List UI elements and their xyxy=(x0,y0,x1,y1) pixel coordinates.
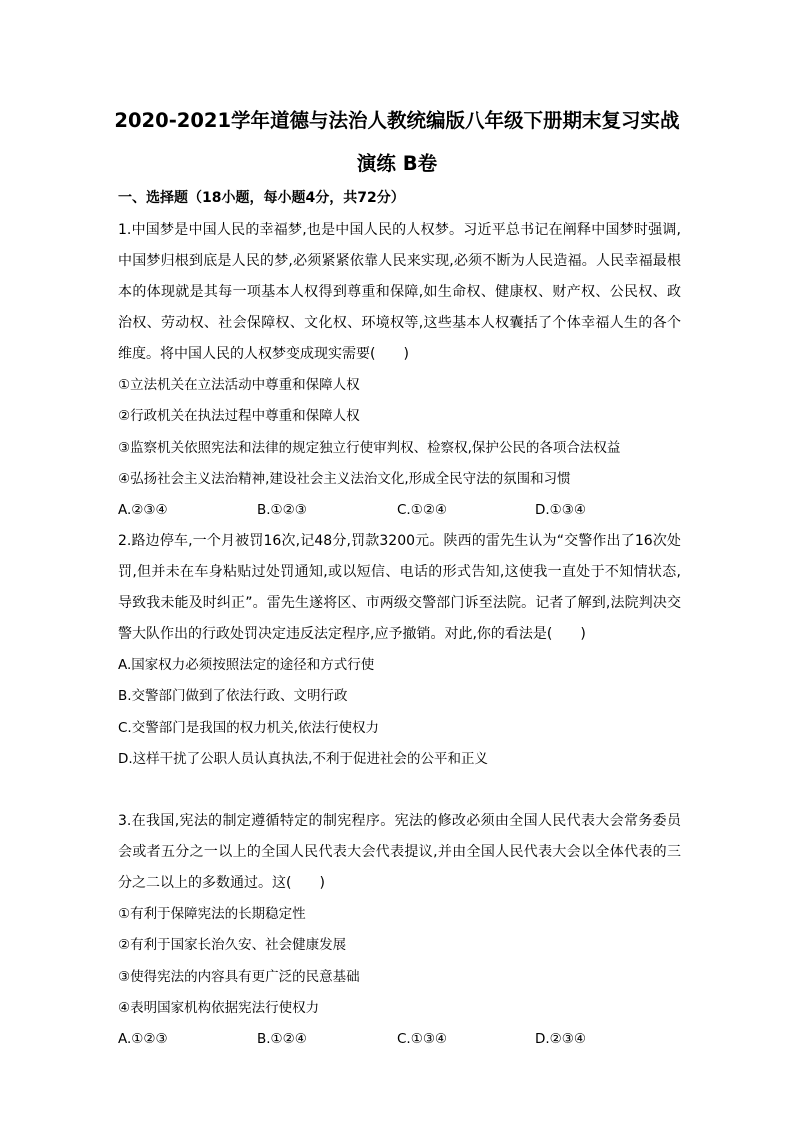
question-2-option-a: A.国家权力必须按照法定的途径和方式行使 xyxy=(118,657,375,673)
question-1-choice-d: D.①③④ xyxy=(535,502,586,519)
question-3-choice-d: D.②③④ xyxy=(535,1031,586,1048)
question-3-text: 3.在我国,宪法的制定遵循特定的制宪程序。宪法的修改必须由全国人民代表大会常务委员会或者五分之一以上的全国人民代表大会代表提议,并由全国人民代表大会以全体代表的三分之二以上的多数通过。这( ) xyxy=(118,813,681,891)
question-1 xyxy=(118,215,681,526)
question-3 xyxy=(118,806,681,1055)
question-3-statement-1: ①有利于保障宪法的长期稳定性 xyxy=(118,906,306,922)
section-heading: 一、选择题（18小题，每小题4分，共72分） xyxy=(118,190,405,206)
question-2 xyxy=(118,526,681,775)
question-1-answer-choices xyxy=(118,495,681,526)
question-1-statement-1: ①立法机关在立法活动中尊重和保障人权 xyxy=(118,377,360,393)
question-3-statement-4: ④表明国家机构依据宪法行使权力 xyxy=(118,999,320,1016)
question-1-choice-a: A.②③④ xyxy=(118,502,168,519)
question-3-choice-c: C.①③④ xyxy=(397,1031,448,1048)
document-title-line-2: 演练 B卷 xyxy=(356,152,438,175)
question-3-statement-3: ③使得宪法的内容具有更广泛的民意基础 xyxy=(118,968,360,985)
question-3-choice-b: B.①②④ xyxy=(257,1031,307,1048)
document-title-line-1: 2020-2021学年道德与法治人教统编版八年级下册期末复习实战 xyxy=(114,109,680,132)
question-1-statement-2: ②行政机关在执法过程中尊重和保障人权 xyxy=(118,408,360,425)
question-3-answer-choices xyxy=(118,1024,681,1055)
question-1-statement-4: ④弘扬社会主义法治精神,建设社会主义法治文化,形成全民守法的氛围和习惯 xyxy=(118,470,571,487)
question-1-choice-c: C.①②④ xyxy=(397,502,448,519)
question-3-statement-2: ②有利于国家长治久安、社会健康发展 xyxy=(118,937,347,954)
question-3-choice-a: A.①②③ xyxy=(118,1031,168,1048)
question-2-option-d: D.这样干扰了公职人员认真执法,不利于促进社会的公平和正义 xyxy=(118,750,488,767)
question-2-option-c: C.交警部门是我国的权力机关,依法行使权力 xyxy=(118,719,380,736)
question-2-text: 2.路边停车,一个月被罚16次,记48分,罚款3200元。陕西的雷先生认为“交警作出了16次处罚,但并未在车身粘贴过处罚通知,或以短信、电话的形式告知,这使我一直处于不知情状态,导致我未能及时纠正”。雷先生遂将区、市两级交警部门诉至法院。记者了解到,法院判决交警大队作出的行政处罚决定违反法定程序,应予撤销。对此,你的看法是( ) xyxy=(118,533,681,642)
question-1-text: 1.中国梦是中国人民的幸福梦,也是中国人民的人权梦。习近平总书记在阐释中国梦时强调,中国梦归根到底是人民的梦,必须紧紧依靠人民来实现,必须不断为人民造福。人民幸福最根本的体现就是其每一项基本人权得到尊重和保障,如生命权、健康权、财产权、公民权、政治权、劳动权、社会保障权、文化权、环境权等,这些基本人权囊括了个体幸福人生的各个维度。将中国人民的人权梦变成现实需要( ) xyxy=(118,222,681,362)
question-1-choice-b: B.①②③ xyxy=(257,502,307,519)
question-1-statement-3: ③监察机关依照宪法和法律的规定独立行使审判权、检察权,保护公民的各项合法权益 xyxy=(118,439,621,456)
question-2-option-b: B.交警部门做到了依法行政、文明行政 xyxy=(118,688,348,705)
